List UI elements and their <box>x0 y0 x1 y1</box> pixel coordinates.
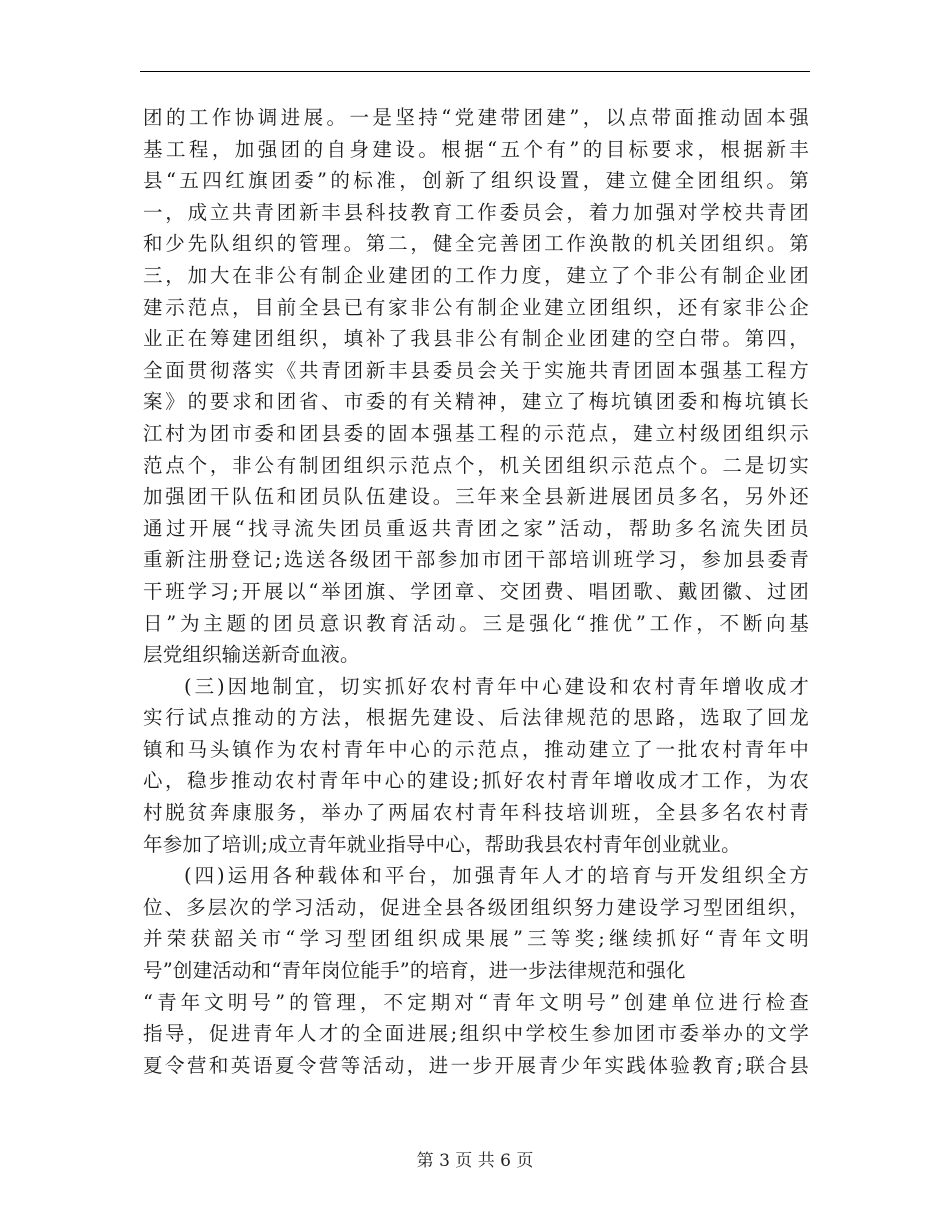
text-line: 夏令营和英语夏令营等活动，进一步开展青少年实践体验教育;联合县 <box>143 1053 809 1077</box>
text-line: 基工程，加强团的自身建设。根据“五个有”的目标要求，根据新丰 <box>143 137 809 161</box>
text-line: 建示范点，目前全县已有家非公有制企业建立团组织，还有家非公企 <box>143 295 809 319</box>
text-line: 年参加了培训;成立青年就业指导中心，帮助我县农村青年创业就业。 <box>143 832 741 856</box>
text-line: 重新注册登记;选送各级团干部参加市团干部培训班学习，参加县委青 <box>143 548 809 572</box>
text-line: 加强团干队伍和团员队伍建设。三年来全县新进展团员多名，另外还 <box>143 485 809 509</box>
text-line: 指导，促进青年人才的全面进展;组织中学校生参加团市委举办的文学 <box>143 1022 809 1046</box>
text-line: 江村为团市委和团县委的固本强基工程的示范点，建立村级团组织示 <box>143 421 809 445</box>
text-line: 日”为主题的团员意识教育活动。三是强化“推优”工作，不断向基 <box>143 611 809 635</box>
text-line: 位、多层次的学习活动，促进全县各级团组织努力建设学习型团组织， <box>143 895 809 919</box>
text-line: “青年文明号”的管理，不定期对“青年文明号”创建单位进行检查 <box>143 990 809 1014</box>
text-line: 一，成立共青团新丰县科技教育工作委员会，着力加强对学校共青团 <box>143 200 809 224</box>
text-line: 团的工作协调进展。一是坚持“党建带团建”，以点带面推动固本强 <box>143 106 809 129</box>
text-line: 和少先队组织的管理。第二，健全完善团工作涣散的机关团组织。第 <box>143 232 809 256</box>
text-line: 村脱贫奔康服务，举办了两届农村青年科技培训班，全县多名农村青 <box>143 801 809 825</box>
text-line: 号”创建活动和“青年岗位能手”的培育，进一步法律规范和强化 <box>143 959 686 983</box>
text-line: 范点个，非公有制团组织示范点个，机关团组织示范点个。二是切实 <box>143 453 809 477</box>
text-line: 并荣获韶关市“学习型团组织成果展”三等奖;继续抓好“青年文明 <box>143 927 809 951</box>
text-line: 心，稳步推动农村青年中心的建设;抓好农村青年增收成才工作，为农 <box>143 769 809 793</box>
text-line: 通过开展“找寻流失团员重返共青团之家”活动，帮助多名流失团员 <box>143 516 809 540</box>
page-footer <box>0 1146 950 1171</box>
text-line: 全面贯彻落实《共青团新丰县委员会关于实施共青团固本强基工程方 <box>143 358 809 382</box>
header-rule <box>140 71 810 72</box>
text-line: 干班学习;开展以“举团旗、学团章、交团费、唱团歌、戴团徽、过团 <box>143 579 809 603</box>
text-line: (四)运用各种载体和平台，加强青年人才的培育与开发组织全方 <box>184 864 809 888</box>
text-line: 三，加大在非公有制企业建团的工作力度，建立了个非公有制企业团 <box>143 263 809 287</box>
text-line: 业正在筹建团组织，填补了我县非公有制企业团建的空白带。第四， <box>143 327 809 351</box>
text-line: 层党组织输送新奇血液。 <box>143 643 360 667</box>
text-line: (三)因地制宜，切实抓好农村青年中心建设和农村青年增收成才 <box>184 674 809 698</box>
page-number-label: 第 3 页 共 6 页 <box>416 1151 534 1171</box>
text-line: 镇和马头镇作为农村青年中心的示范点，推动建立了一批农村青年中 <box>143 737 809 761</box>
document-body <box>143 102 809 1081</box>
text-line: 县“五四红旗团委”的标准，创新了组织设置，建立健全团组织。第 <box>143 169 809 193</box>
text-line: 案》的要求和团省、市委的有关精神，建立了梅坑镇团委和梅坑镇长 <box>143 390 809 414</box>
text-line: 实行试点推动的方法，根据先建设、后法律规范的思路，选取了回龙 <box>143 706 809 730</box>
